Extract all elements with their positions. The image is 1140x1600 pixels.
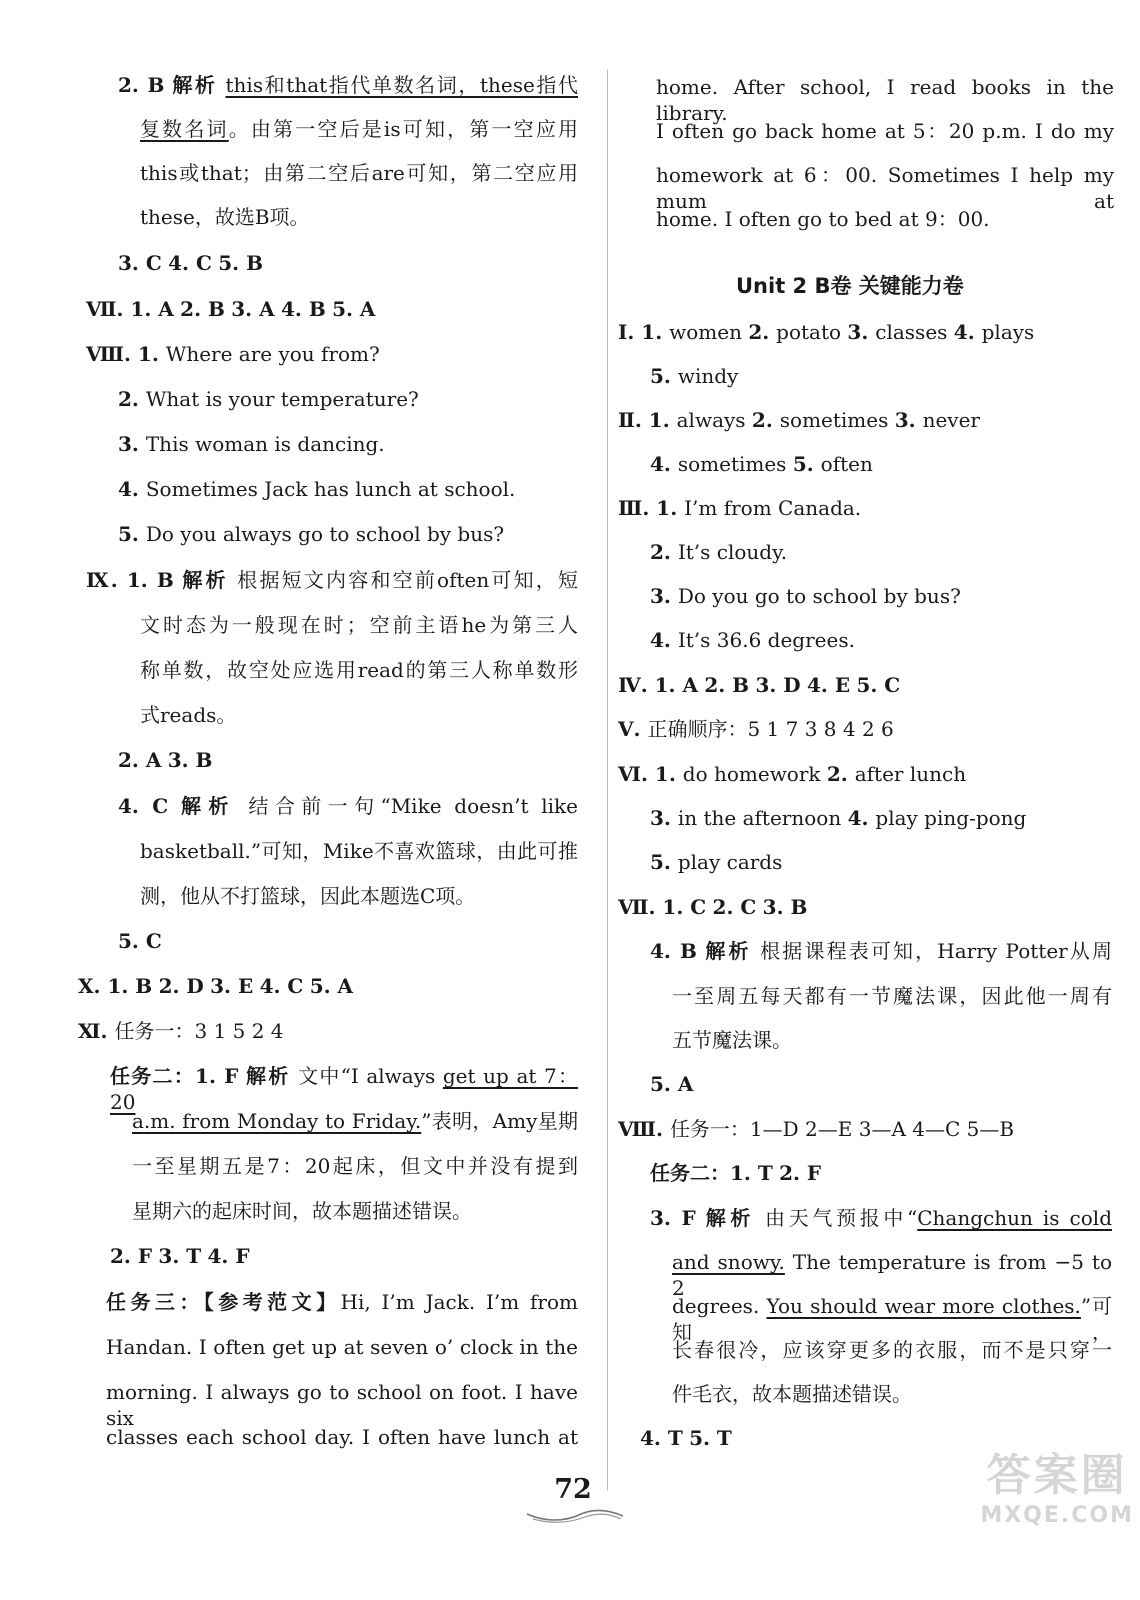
left-answer-line bbox=[118, 431, 385, 457]
answer-text: 5. C bbox=[856, 673, 901, 697]
right-answer-line bbox=[672, 1249, 1112, 1300]
answer-text: Ⅱ. 1. bbox=[618, 408, 677, 432]
answer-text: get up at 7：20 bbox=[110, 1064, 579, 1114]
right-answer-line bbox=[650, 363, 738, 389]
answer-text bbox=[696, 1206, 706, 1230]
answer-text: You should wear more clothes. bbox=[766, 1294, 1081, 1318]
answer-text: sometimes bbox=[779, 408, 889, 432]
answer-text: 任务二： bbox=[650, 1161, 730, 1185]
left-answer-line bbox=[140, 204, 310, 230]
right-answer-line bbox=[656, 118, 1114, 144]
answer-text: Ⅲ. 1. bbox=[618, 496, 685, 520]
left-answer-line bbox=[118, 928, 162, 954]
answer-text: do homework bbox=[682, 762, 821, 786]
answer-text: after lunch bbox=[854, 762, 967, 786]
right-answer-line bbox=[672, 983, 1112, 1009]
answer-text: 4. C bbox=[118, 794, 169, 818]
answer-text: often bbox=[820, 452, 873, 476]
left-answer-line bbox=[118, 72, 578, 98]
answer-text: plays bbox=[981, 320, 1035, 344]
answer-text: 3. B bbox=[167, 748, 213, 772]
page-footer bbox=[0, 1450, 1140, 1532]
answer-text: 3. bbox=[847, 320, 876, 344]
answer-text: 2. B bbox=[704, 673, 750, 697]
answer-text: 任务三：【参考范文】 bbox=[106, 1290, 341, 1314]
answer-text: Ⅴ. bbox=[618, 717, 648, 741]
answer-text: Ⅰ. 1. bbox=[618, 320, 670, 344]
answer-text: 解析 bbox=[180, 794, 236, 818]
answer-text: 任务一：1—D 2—E 3—A 4—C 5—B bbox=[669, 1117, 1015, 1141]
answer-text: It’s 36.6 degrees. bbox=[677, 628, 855, 652]
answer-text bbox=[218, 73, 226, 97]
answer-text: 5. A bbox=[650, 1072, 694, 1096]
right-answer-line bbox=[618, 716, 894, 742]
right-answer-line bbox=[618, 319, 1034, 345]
answer-text: Ⅷ. bbox=[618, 1117, 670, 1141]
right-answer-line bbox=[672, 1027, 792, 1053]
answer-text: 4. bbox=[953, 320, 982, 344]
answer-text: these，故选B项。 bbox=[140, 205, 310, 229]
answer-text: 一至星期五是7：20起床，但文中并没有提到 bbox=[132, 1154, 578, 1178]
answer-text: 2. A bbox=[118, 748, 162, 772]
answer-text: 1. T bbox=[730, 1161, 773, 1185]
answer-text: 2. D bbox=[158, 974, 204, 998]
left-answer-line bbox=[140, 838, 578, 864]
left-answer-line bbox=[140, 657, 578, 683]
answer-text: 5. A bbox=[309, 974, 354, 998]
answer-text: Do you always go to school by bus? bbox=[145, 522, 505, 546]
watermark bbox=[980, 1439, 1134, 1528]
answer-text: 解析 bbox=[172, 73, 218, 97]
answer-text: play cards bbox=[677, 850, 783, 874]
answer-text: 4. C bbox=[168, 251, 212, 275]
answer-text: 2. bbox=[826, 762, 855, 786]
answer-text: 称单数，故空处应选用read的第三人称单数形 bbox=[140, 658, 578, 682]
answer-text: 复数名词 bbox=[140, 117, 229, 141]
left-answer-line bbox=[132, 1198, 472, 1224]
answer-text: 2. F bbox=[779, 1161, 822, 1185]
answer-text: 5. B bbox=[218, 251, 263, 275]
left-answer-line bbox=[106, 1289, 578, 1315]
answer-text: morning. I always go to school on foot. I have six bbox=[106, 1380, 578, 1430]
answer-text: 5. bbox=[650, 850, 678, 874]
left-answer-line bbox=[140, 883, 475, 909]
answer-text: Changchun is cold bbox=[917, 1206, 1113, 1230]
answer-text: Handan. I often get up at seven o’ clock in the bbox=[106, 1335, 578, 1359]
left-answer-line bbox=[118, 521, 504, 547]
watermark-logo: 答案圈 bbox=[986, 1450, 1128, 1501]
answer-text: 文中“I always bbox=[290, 1064, 443, 1088]
left-answer-line bbox=[132, 1108, 578, 1134]
answer-text: 文时态为一般现在时；空前主语he为第三人 bbox=[140, 613, 578, 637]
answer-text: 4. B bbox=[650, 939, 697, 963]
answer-text: 解析 bbox=[182, 568, 229, 592]
answer-text: 2. C bbox=[712, 895, 757, 919]
answer-text: Sometimes Jack has lunch at school. bbox=[145, 477, 516, 501]
answer-text: 3. C bbox=[118, 251, 162, 275]
right-answer-line bbox=[618, 407, 980, 433]
answer-text: 式reads。 bbox=[140, 703, 237, 727]
answer-text: I often go back home at 5：20 p.m. I do my bbox=[656, 119, 1114, 143]
answer-text: 2. F bbox=[110, 1244, 153, 1268]
answer-text: 正确顺序：5 1 7 3 8 4 2 6 bbox=[647, 717, 894, 741]
right-answer-line bbox=[650, 1160, 821, 1186]
answer-text: classes bbox=[875, 320, 948, 344]
right-answer-line bbox=[650, 1071, 693, 1097]
answer-text: 5. bbox=[792, 452, 821, 476]
right-answer-line bbox=[640, 1425, 732, 1451]
left-answer-line bbox=[86, 296, 375, 322]
answer-text: 3. A bbox=[231, 297, 275, 321]
answer-text: Ⅵ. 1. bbox=[618, 762, 683, 786]
answer-text: a.m. from Monday to Friday. bbox=[132, 1109, 422, 1133]
answer-text: Ⅳ. 1. A bbox=[618, 673, 698, 697]
watermark-url: MXQE.COM bbox=[980, 1503, 1134, 1528]
right-answer-line bbox=[618, 894, 807, 920]
answer-text: 4. F bbox=[207, 1244, 250, 1268]
answer-text: It’s cloudy. bbox=[677, 540, 788, 564]
answer-text: 4. bbox=[118, 477, 146, 501]
answer-text: 3. bbox=[894, 408, 923, 432]
answer-text: 3. F bbox=[650, 1206, 696, 1230]
right-answer-line bbox=[672, 1293, 1112, 1344]
answer-text: This woman is dancing. bbox=[145, 432, 385, 456]
answer-text: 由天气预报中“ bbox=[755, 1206, 918, 1230]
right-answer-line bbox=[618, 761, 966, 787]
answer-text: 5. C bbox=[118, 929, 162, 953]
left-answer-line bbox=[86, 341, 380, 367]
answer-text: home. After school, I read books in the library. bbox=[656, 75, 1114, 125]
answer-text: 3. B bbox=[762, 895, 808, 919]
answer-text: The temperature is from −5 to 2 bbox=[672, 1250, 1112, 1300]
answer-text: 2. B bbox=[118, 73, 165, 97]
right-answer-line bbox=[650, 805, 1026, 831]
answer-text: 测，他从不打篮球，因此本题选C项。 bbox=[140, 884, 476, 908]
answer-text: sometimes bbox=[677, 452, 787, 476]
right-answer-line bbox=[650, 938, 1112, 964]
answer-text: 4. B bbox=[280, 297, 326, 321]
answer-text: 解析 bbox=[705, 1206, 756, 1230]
answer-text: Do you go to school by bus? bbox=[677, 584, 961, 608]
right-answer-line bbox=[618, 672, 900, 698]
answer-text: 4. bbox=[847, 806, 876, 830]
answer-text: 任务一：3 1 5 2 4 bbox=[114, 1019, 284, 1043]
answer-text: ”可知， bbox=[672, 1294, 1112, 1344]
left-answer-line bbox=[106, 1334, 578, 1360]
left-answer-line bbox=[118, 476, 515, 502]
answer-text: 解析 bbox=[245, 1064, 291, 1088]
answer-text: Where are you from? bbox=[165, 342, 380, 366]
answer-text: 。由第一空后是is可知，第一空应用 bbox=[228, 117, 578, 141]
answer-text: potato bbox=[776, 320, 842, 344]
answer-text: 任务二： bbox=[110, 1064, 196, 1088]
answer-text: always bbox=[676, 408, 746, 432]
answer-text: 3. bbox=[650, 806, 678, 830]
answer-text: basketball.”可知，Mike不喜欢篮球，由此可推 bbox=[140, 839, 578, 863]
answer-text: 长春很冷，应该穿更多的衣服，而不是只穿一 bbox=[672, 1338, 1112, 1362]
answer-text bbox=[168, 794, 181, 818]
left-answer-line bbox=[132, 1153, 578, 1179]
right-answer-line bbox=[656, 74, 1114, 125]
answer-text: 3. T bbox=[158, 1244, 202, 1268]
answer-text: play ping-pong bbox=[875, 806, 1027, 830]
answer-text: 3. bbox=[118, 432, 146, 456]
answer-text: 5. A bbox=[332, 297, 376, 321]
right-answer-line bbox=[672, 1337, 1112, 1363]
answer-text: 2. bbox=[118, 387, 146, 411]
left-answer-line bbox=[140, 702, 236, 728]
answer-text: 4. bbox=[650, 452, 678, 476]
answer-text: 根据课程表可知，Harry Potter从周 bbox=[751, 939, 1112, 963]
left-answer-line bbox=[110, 1243, 250, 1269]
answer-text: 根据短文内容和空前often可知，短 bbox=[228, 568, 579, 592]
answer-text: Hi, I’m Jack. I’m from bbox=[340, 1290, 578, 1314]
answer-text: 3. D bbox=[755, 673, 801, 697]
answer-text: this和that指代单数名词，these指代 bbox=[225, 73, 579, 97]
right-answer-line bbox=[650, 451, 873, 477]
answer-text bbox=[238, 1064, 246, 1088]
answer-text: 5. T bbox=[689, 1426, 732, 1450]
answer-text: 一至周五每天都有一节魔法课，因此他一周有 bbox=[672, 984, 1112, 1008]
right-answer-line bbox=[650, 1205, 1112, 1231]
left-answer-line bbox=[118, 747, 212, 773]
answer-text: classes each school day. I often have lunch at bbox=[106, 1425, 578, 1449]
left-answer-line bbox=[78, 1018, 284, 1044]
answer-text: Ⅷ. 1. bbox=[86, 342, 166, 366]
answer-text: 5. bbox=[650, 364, 678, 388]
answer-text: Ⅸ. 1. B bbox=[86, 568, 174, 592]
answer-text: 结合前一句“Mike doesn’t like bbox=[235, 794, 579, 818]
answer-text: degrees. bbox=[672, 1294, 767, 1318]
answer-text: 2. bbox=[748, 320, 777, 344]
right-answer-line bbox=[650, 849, 782, 875]
answer-text: 3. E bbox=[210, 974, 254, 998]
answer-text: What is your temperature? bbox=[145, 387, 419, 411]
left-answer-line bbox=[110, 1063, 579, 1114]
answer-text: 2. bbox=[751, 408, 780, 432]
answer-text: I’m from Canada. bbox=[684, 496, 862, 520]
left-answer-line bbox=[140, 612, 578, 638]
left-answer-line bbox=[86, 567, 578, 593]
answer-text: women bbox=[669, 320, 742, 344]
answer-text: 星期六的起床时间，故本题描述错误。 bbox=[132, 1199, 472, 1223]
answer-text: Ⅹ. 1. B bbox=[78, 974, 153, 998]
answer-text: Ⅺ. bbox=[78, 1019, 115, 1043]
answer-text: Ⅶ. 1. C bbox=[618, 895, 707, 919]
right-answer-line bbox=[672, 1381, 912, 1407]
left-answer-line bbox=[118, 250, 263, 276]
right-answer-line bbox=[618, 1116, 1014, 1142]
left-answer-line bbox=[140, 160, 578, 186]
section-heading: Unit 2 B卷 关键能力卷 bbox=[736, 274, 964, 298]
left-answer-line bbox=[118, 386, 419, 412]
answer-text: 2. bbox=[650, 540, 678, 564]
answer-text: 1. F bbox=[195, 1064, 239, 1088]
right-answer-line bbox=[656, 162, 1114, 213]
answer-text: 五节魔法课。 bbox=[672, 1028, 792, 1052]
answer-text: windy bbox=[677, 364, 739, 388]
answer-text: and snowy. bbox=[672, 1250, 785, 1274]
answer-text: 4. bbox=[650, 628, 678, 652]
right-answer-line bbox=[650, 539, 787, 565]
answer-text: 2. B bbox=[180, 297, 225, 321]
right-answer-line bbox=[656, 206, 990, 232]
left-answer-line bbox=[78, 973, 353, 999]
answer-text: 3. bbox=[650, 584, 678, 608]
right-answer-line bbox=[650, 627, 855, 653]
answer-text: 4. E bbox=[807, 673, 851, 697]
answer-text: 4. T bbox=[640, 1426, 683, 1450]
left-answer-line bbox=[106, 1379, 578, 1430]
answer-text: Ⅶ. 1. A bbox=[86, 297, 174, 321]
page-number: 72 bbox=[554, 1474, 592, 1505]
answer-text: 5. bbox=[118, 522, 146, 546]
answer-text: 解析 bbox=[705, 939, 752, 963]
answer-text: 件毛衣，故本题描述错误。 bbox=[672, 1382, 912, 1406]
page-number-ornament bbox=[525, 1506, 625, 1524]
right-answer-line bbox=[618, 495, 861, 521]
answer-text: never bbox=[922, 408, 980, 432]
column-divider bbox=[607, 70, 608, 1490]
left-answer-line bbox=[106, 1424, 578, 1450]
answer-text: ”表明，Amy星期 bbox=[421, 1109, 578, 1133]
answer-text: home. I often go to bed at 9：00. bbox=[656, 207, 990, 231]
answer-text: this或that；由第二空后are可知，第二空应用 bbox=[140, 161, 578, 185]
answer-text: homework at 6：00. Sometimes I help my mum at bbox=[656, 163, 1114, 213]
answer-text: in the afternoon bbox=[677, 806, 842, 830]
right-answer-line bbox=[650, 583, 961, 609]
left-answer-line bbox=[140, 116, 578, 142]
answer-text: 4. C bbox=[259, 974, 304, 998]
left-answer-line bbox=[118, 793, 578, 819]
